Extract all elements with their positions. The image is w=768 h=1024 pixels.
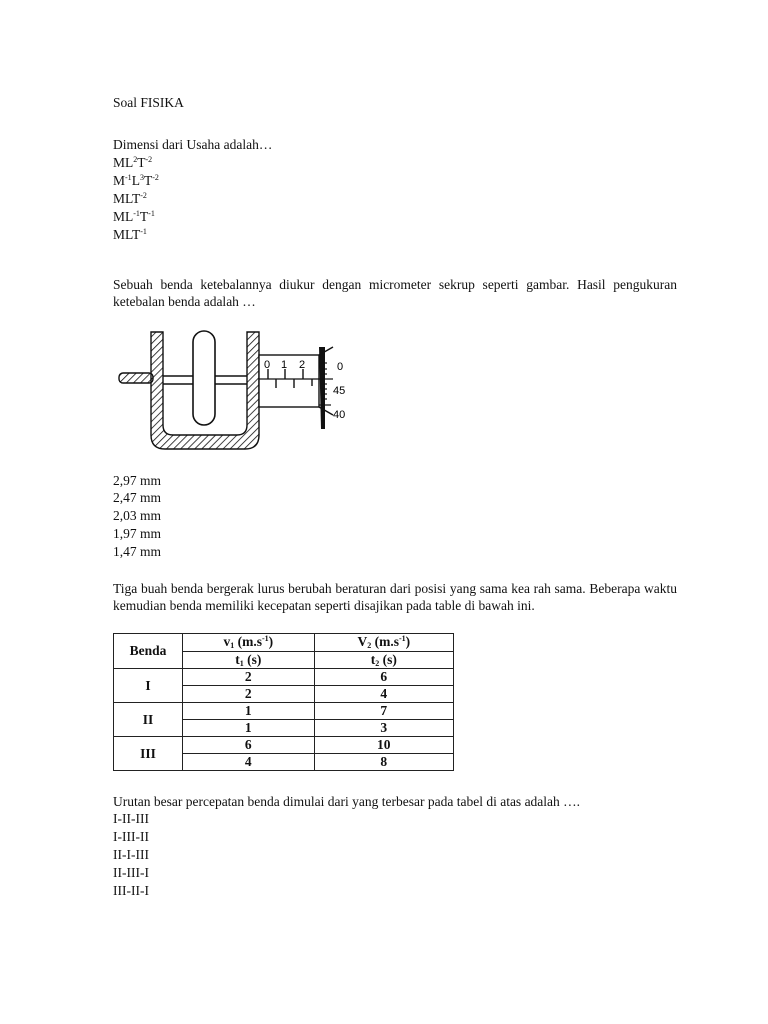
v1-cell: 2 <box>183 669 315 686</box>
q2-option: 2,47 mm <box>113 490 162 505</box>
t1-cell: 1 <box>183 720 315 737</box>
q3-option: III-II-I <box>113 883 149 898</box>
q3-option: II-III-I <box>113 865 149 880</box>
q1-option: $M^{-1}L^3T^{-2}$ <box>113 173 159 188</box>
q1-option: $ML^2T^{-2}$ <box>113 155 153 170</box>
header-t2: $t_2$ (s) <box>314 651 453 669</box>
main-scale-label: 0 <box>264 359 271 371</box>
v2-cell: 6 <box>314 669 453 686</box>
v2-cell: 7 <box>314 703 453 720</box>
q2-option: 1,47 mm <box>113 544 162 559</box>
q3-option: I-II-III <box>113 811 149 826</box>
header-v1: $v_1$ $(m.s^{-1})$ <box>183 634 315 652</box>
t2-cell: 3 <box>314 720 453 737</box>
q2-option: 2,03 mm <box>113 508 162 523</box>
t1-cell: 2 <box>183 686 315 703</box>
measured-object <box>193 331 215 425</box>
benda-cell: III <box>114 737 183 771</box>
q2-option: 1,97 mm <box>113 526 162 541</box>
q2-question: Sebuah benda ketebalannya diukur dengan micrometer sekrup seperti gambar. Hasil pengukuran ketebalan benda adalah … <box>113 277 677 309</box>
q3-option: II-I-III <box>113 847 149 862</box>
thimble-label: 0 <box>337 361 344 373</box>
main-scale-label: 2 <box>299 359 306 371</box>
thimble-ticks <box>319 363 333 405</box>
t2-cell: 8 <box>314 754 453 771</box>
q1-option: $MLT^{-1}$ <box>113 227 147 242</box>
q1-option: $MLT^{-2}$ <box>113 191 147 206</box>
v2-cell: 10 <box>314 737 453 754</box>
q3-prompt: Urutan besar percepatan benda dimulai dari yang terbesar pada tabel di atas adalah …. <box>113 794 581 809</box>
q3-question: Tiga buah benda bergerak lurus berubah beraturan dari posisi yang sama kea rah sama. Beberapa waktu kemudian benda memiliki kecepatan seperti disajikan pada table di bawah ini. <box>113 581 677 613</box>
thimble-label: 40 <box>333 409 346 421</box>
header-t1: $t_1$ (s) <box>183 651 315 669</box>
document-title: Soal FISIKA <box>113 95 184 110</box>
t2-cell: 4 <box>314 686 453 703</box>
main-scale-label: 1 <box>281 359 288 371</box>
q2-option: 2,97 mm <box>113 473 162 488</box>
q1-question: Dimensi dari Usaha adalah… <box>113 137 273 152</box>
thimble-label: 45 <box>333 385 346 397</box>
q3-option: I-III-II <box>113 829 149 844</box>
micrometer-figure <box>113 325 353 461</box>
q1-option: $ML^{-1}T^{-1}$ <box>113 209 155 224</box>
anvil-rod <box>119 373 153 383</box>
t1-cell: 4 <box>183 754 315 771</box>
v1-cell: 1 <box>183 703 315 720</box>
benda-cell: I <box>114 669 183 703</box>
header-benda: Benda <box>114 634 183 669</box>
velocity-table <box>113 633 454 771</box>
thimble-edge <box>319 347 325 429</box>
header-v2: $V_2$ $(m.s^{-1})$ <box>314 634 453 652</box>
v1-cell: 6 <box>183 737 315 754</box>
benda-cell: II <box>114 703 183 737</box>
